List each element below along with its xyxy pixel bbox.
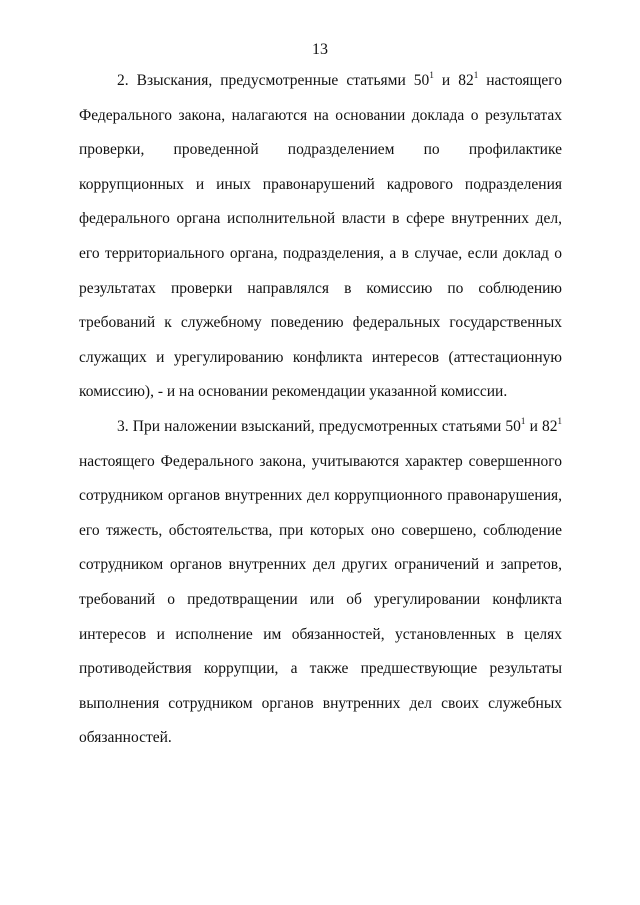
superscript: 1 (473, 70, 479, 80)
text-segment: и 82 (433, 72, 474, 89)
document-body (79, 64, 562, 756)
text-segment: 2. Взыскания, предусмотренные статьями 50 (117, 72, 430, 89)
text-segment: 3. При наложении взысканий, предусмотренных статьями 50 (117, 417, 521, 435)
paragraph-2 (79, 64, 562, 410)
page-number: 13 (312, 41, 328, 58)
text-segment: и 82 (525, 417, 558, 435)
superscript: 1 (520, 415, 526, 426)
text-segment: настоящего Федерального закона, учитываются характер совершенного сотрудником органов внутренних дел коррупционного правонарушения, его тяжесть, обстоятельства, при которых оно совершено, соблюдение сотрудником органов внутренних дел других ограничений и запретов, требований о предотвращении или об урегулировании конфликта интересов и исполнение им обязанностей, установленных в целях противодействия коррупции, а также предшествующие результаты выполнения сотрудником органов внутренних дел своих служебных обязанностей. (79, 452, 562, 747)
superscript: 1 (557, 415, 563, 426)
text-segment: настоящего Федерального закона, налагаются на основании доклада о результатах проверки, проведенной подразделением по профилактике коррупционных и иных правонарушений кадрового подразделения федерального органа исполнительной власти в сфере внутренних дел, его территориального органа, подразделения, а в случае, если доклад о результатах проверки направлялся в комиссию по соблюдению требований к служебному поведению федеральных государственных служащих и урегулированию конфликта интересов (аттестационную комиссию), - и на основании рекомендации указанной комиссии. (79, 72, 562, 401)
superscript: 1 (429, 70, 434, 80)
paragraph-3 (79, 410, 562, 756)
